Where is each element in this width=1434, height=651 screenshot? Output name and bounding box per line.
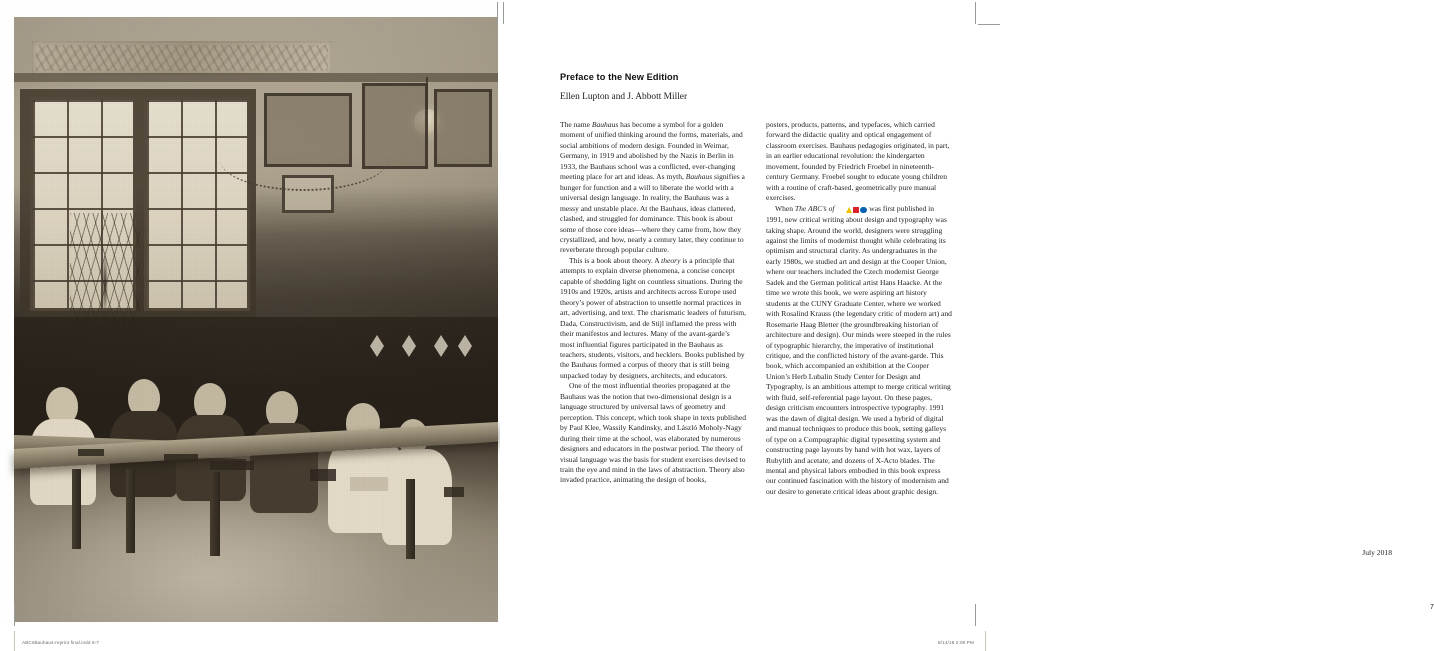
bauhaus-shapes-glyph-group <box>836 205 867 215</box>
body-paragraph: The name Bauhaus has become a symbol for a golden moment of unified thinking around the forms, materials, and social ambitions of modern design. Founded in Weimar, Germany, in 1919 and abolished by the Nazis in Berlin in 1933, the Bauhaus school was a conflicted, ever-changing meeting place for art and ideas. As myth, Bauhaus signifies a hunger for function and a will to liberate the world with a universal design language. In reality, the Bauhaus was a messy and unstable place. At the Bauhaus, ideas clattered, clashed, and struggled for dominance. This book is about some of those core ideas—where they came from, how they crystallized, and how, nearly a century later, they continue to reverberate through popular culture. <box>560 120 745 255</box>
classroom-photograph <box>14 17 498 622</box>
slug-tick-left <box>14 631 15 651</box>
crop-mark-bottom-right-v <box>975 604 976 626</box>
text-column-one <box>560 120 746 486</box>
slug-timestamp: 8/14/18 2:00 PM <box>938 640 974 645</box>
crop-mark-top-right-h <box>978 24 1000 25</box>
body-paragraph: This is a book about theory. A theory is a principle that attempts to explain diverse phenomena, a concise concept capable of shedding light on countless situations. During the 1910s and 1920s, artists and architects across Europe used theory’s power of abstraction to unsettle normal practices in art, advertising, and text. The charismatic leaders of futurism, Dada, Constructivism, and de Stijl inflamed the press with their manifestos and lectures. Many of the avant-garde’s most influential figures participated in the Bauhaus as teachers, students, visitors, and hecklers. Books published by the Bauhaus formed a corpus of theory that is still being unpacked today by designers, architects, and educators. <box>560 255 746 380</box>
body-paragraph: One of the most influential theories propagated at the Bauhaus was the notion that two-dimensional design is a language structured by universal laws of geometry and perception. This concept, which took shape in texts published by Paul Klee, Wassily Kandinsky, and László Moholy-Nagy during their time at the school, was elaborated by numerous designers and educators in the postwar period. The theory of visual language was the basis for student exercises devised to train the eye and mind in the laws of abstraction. Theory also invaded practice, animating the design of books, <box>560 381 746 485</box>
body-paragraph: When The ABC’s of was first published in 1991, new critical writing about design and typography was taking shape. Around the world, designers were struggling against the limits of modernist thought while celebrating its optimism and structural clarity. As undergraduates in the early 1980s, we studied art and design at the Cooper Union, where our teachers included the Czech modernist George Sadek and the German political artist Hans Haacke. At the time we wrote this book, we were aspiring art history students at the CUNY Graduate Center, where we worked with Rosalind Krauss (the legendary critic of modern art) and Rosemarie Haag Bletter (the groundbreaking historian of architecture and design). Our minds were steeped in the rules of typographic hierarchy, the imperative of institutional critique, and the conflicted history of the avant-garde. This book, which accompanied an exhibition at the Cooper Union’s Herb Lubalin Study Center for Design and Typography, is an ambitious attempt to merge critical writing with fluid, self-referential page layout. On these pages, design criticism encounters introspective typography. 1991 was the dawn of digital design. We used a hybrid of digital and manual techniques to produce this book, setting galleys of type on a Compugraphic digital typesetting system and constructing page layouts by hand with hot wax, layers of Rubylith and acetate, and dozens of X-Acto blades. The mental and physical labors embodied in this book express our continued fascination with the history of modernism and our desire to generate critical ideas about graphic design. <box>766 203 952 496</box>
crop-mark-top-right-v <box>975 2 976 24</box>
body-paragraph: posters, products, patterns, and typefaces, which carried forward the didactic quality and optical engagement of classroom exercises. Bauhaus pedagogies originated, in part, in an earlier educational revolution: the kindergarten movement, founded by Friedrich Froebel in nineteenth-century Germany. Froebel sought to educate young children with a routine of craft-based, geometrically pure manual exercises. <box>766 120 950 203</box>
page-number: 7 <box>1430 604 1434 611</box>
circle-icon <box>860 207 867 214</box>
italic-title: Bauhaus <box>685 172 713 182</box>
printer-slug-bar <box>0 625 1000 651</box>
italic-title: Bauhaus <box>591 120 619 129</box>
crop-mark-bottom-left-v <box>14 604 15 626</box>
right-page <box>500 0 1434 651</box>
film-grain-overlay <box>14 17 498 622</box>
slug-filename: ABCsBauhaus-reprint final.indd 6-7 <box>22 640 100 645</box>
date-signoff: July 2018 <box>1362 548 1392 557</box>
italic-title: theory <box>661 255 681 265</box>
text-column-two <box>766 120 952 497</box>
text-columns <box>560 120 952 580</box>
triangle-icon <box>846 207 852 213</box>
italic-title: The ABC’s of <box>794 203 837 213</box>
author-byline: Ellen Lupton and J. Abbott Miller <box>560 92 688 102</box>
left-page <box>0 0 500 651</box>
page-title: Preface to the New Edition <box>560 72 679 82</box>
square-icon <box>853 207 859 213</box>
photo-scene <box>14 17 498 622</box>
slug-tick-right <box>985 631 986 651</box>
crop-mark-top-center-v2 <box>503 2 504 24</box>
crop-mark-top-center-v <box>497 2 498 24</box>
